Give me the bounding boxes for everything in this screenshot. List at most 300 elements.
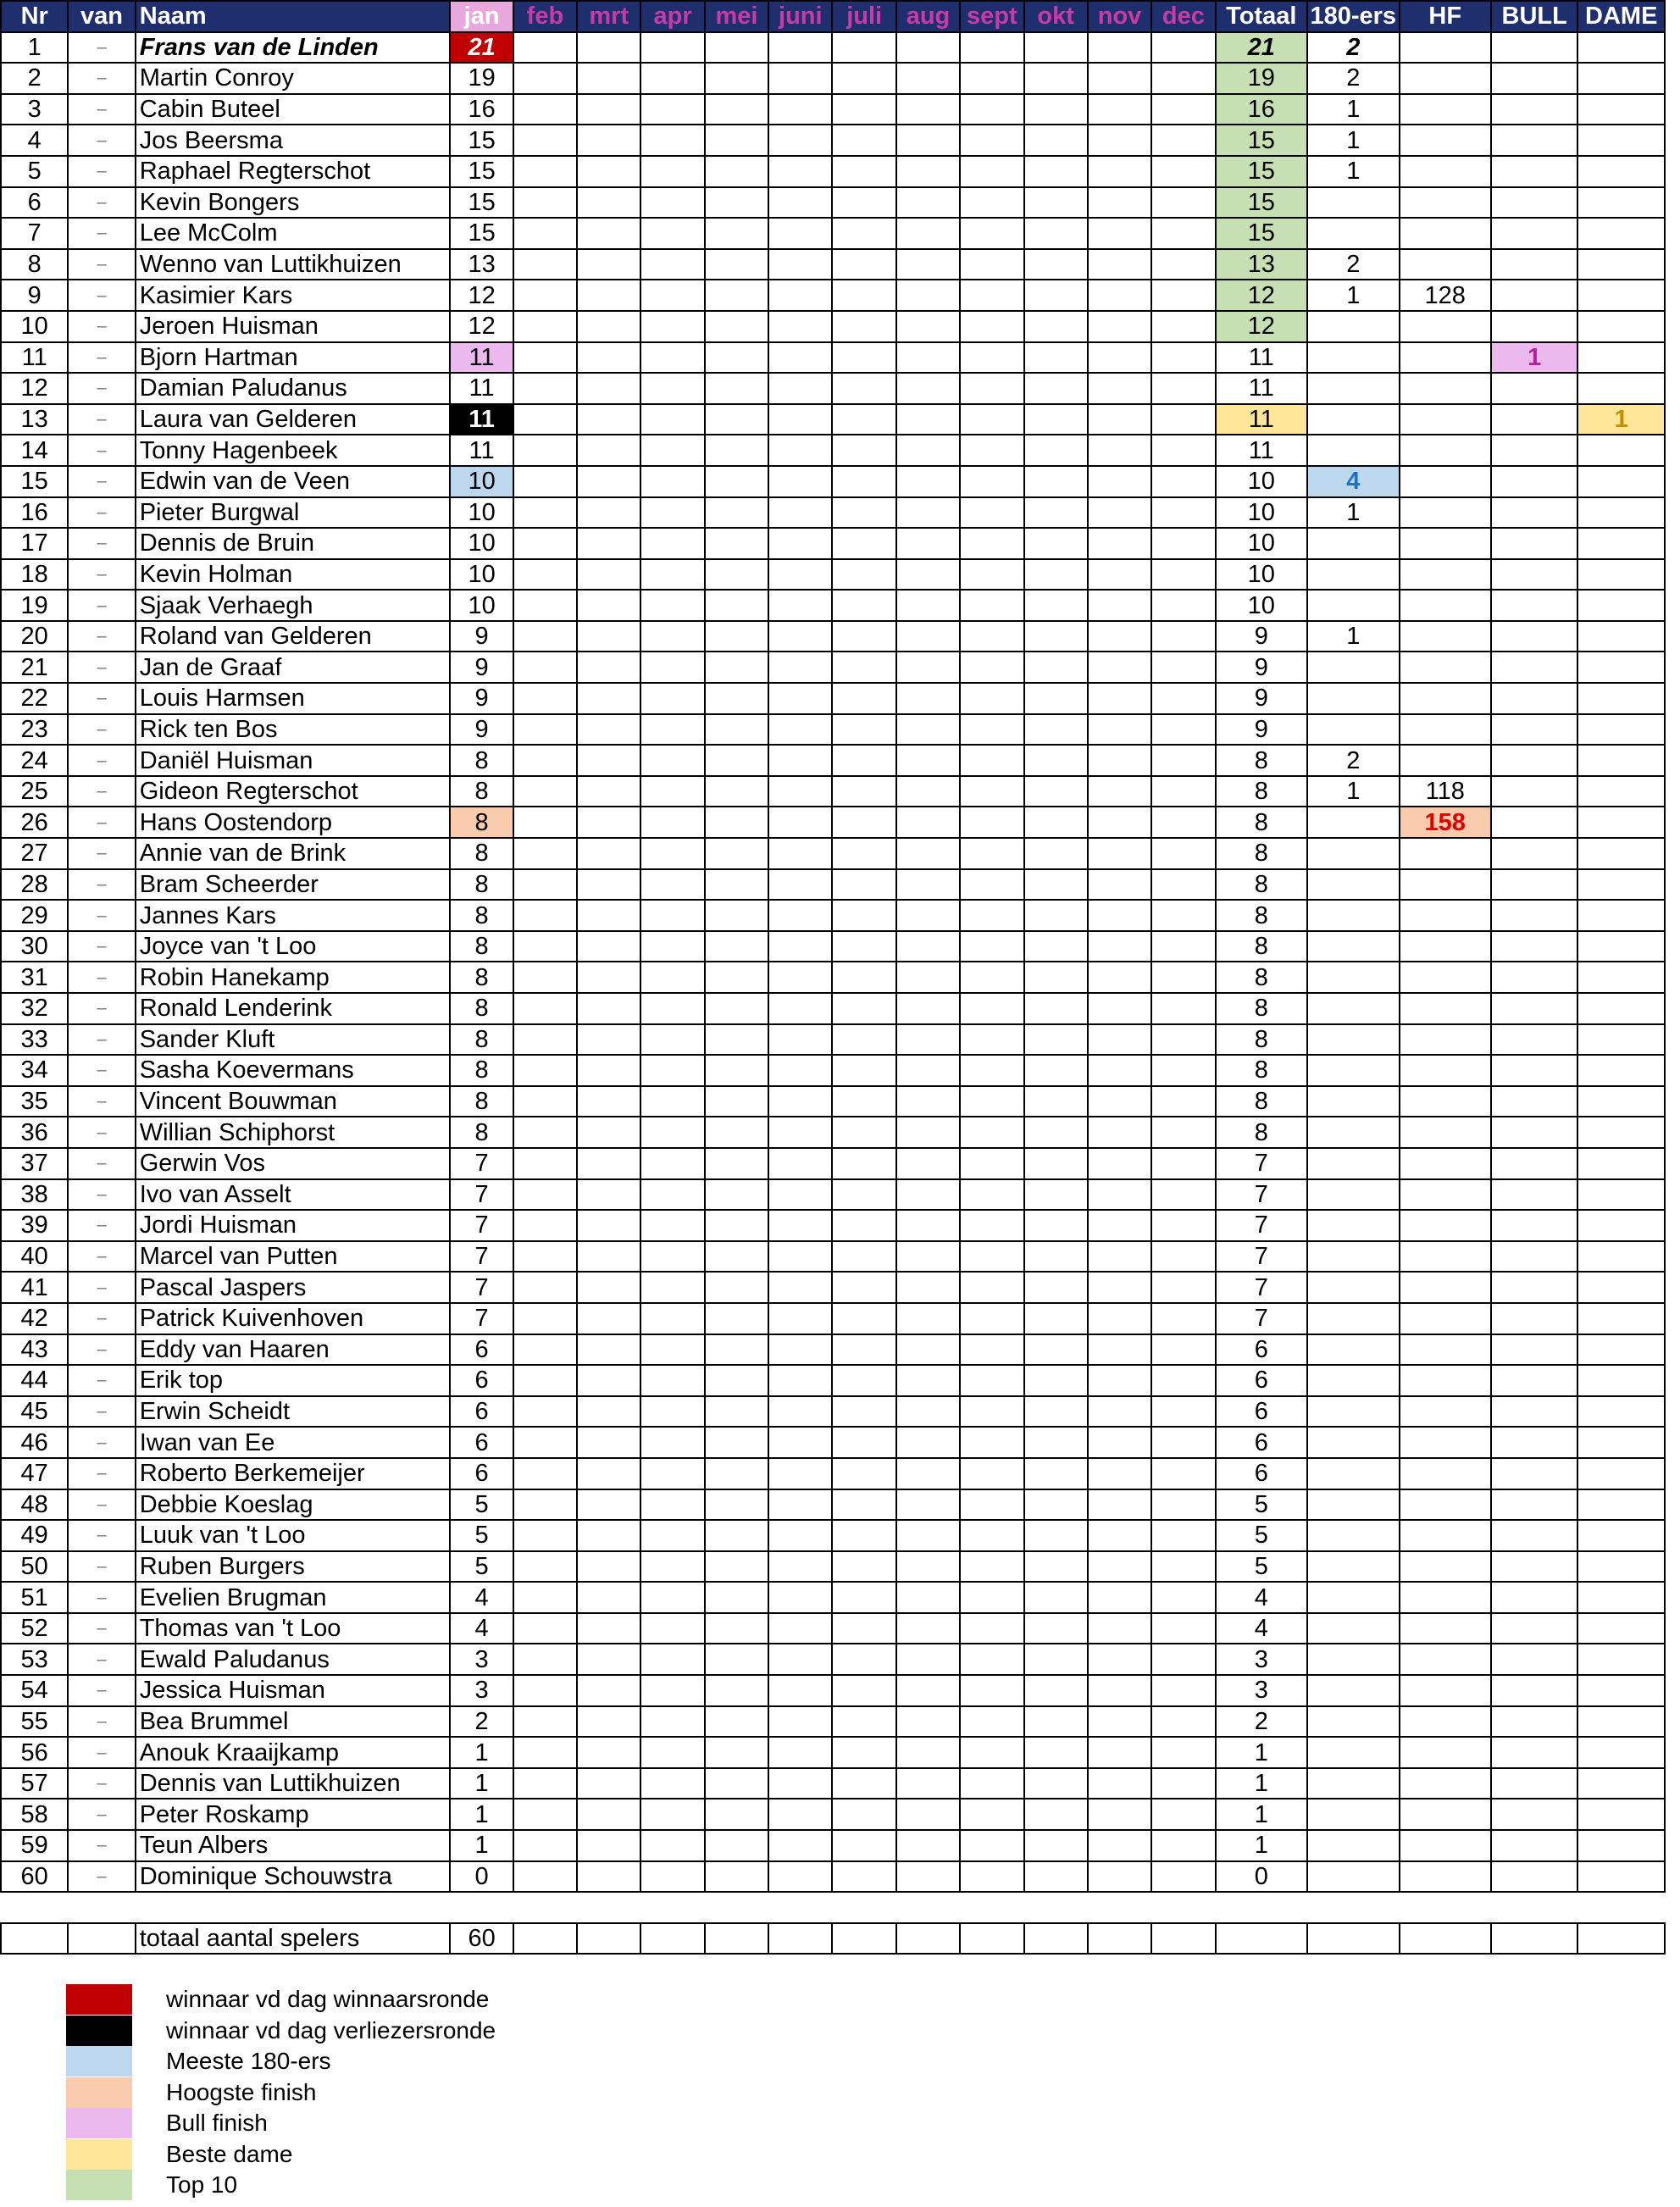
- cell-month: [768, 466, 832, 497]
- cell-month: [768, 1210, 832, 1241]
- cell-month: [960, 714, 1023, 746]
- cell-hf: [1400, 1365, 1491, 1396]
- total-empty-cell: [68, 1923, 135, 1955]
- cell-month: [513, 1241, 577, 1273]
- cell-month: [705, 1706, 768, 1738]
- cell-month: [768, 714, 832, 746]
- cell-naam: Frans van de Linden: [136, 32, 451, 64]
- cell-month: [705, 838, 768, 869]
- cell-month: [577, 590, 640, 621]
- cell-month: [896, 1303, 960, 1334]
- cell-month: [577, 125, 640, 156]
- cell-dame: [1577, 1303, 1665, 1334]
- cell-naam: Roberto Berkemeijer: [136, 1458, 451, 1489]
- cell-month: [896, 1148, 960, 1179]
- cell-month: [1151, 1551, 1215, 1583]
- cell-month: [960, 1768, 1023, 1799]
- cell-month: [640, 466, 704, 497]
- cell-month: [577, 1024, 640, 1056]
- total-empty-cell: [513, 1923, 577, 1955]
- cell-month: [768, 1179, 832, 1211]
- cell-naam: Willian Schiphorst: [136, 1117, 451, 1148]
- cell-month: [896, 1830, 960, 1861]
- cell-dame: [1577, 1551, 1665, 1583]
- header-jan: jan: [450, 1, 513, 32]
- cell-bull: [1491, 1768, 1577, 1799]
- cell-month: [1088, 993, 1151, 1024]
- cell-month: [1088, 1272, 1151, 1303]
- cell-month: [896, 1117, 960, 1148]
- cell-month: [513, 1675, 577, 1706]
- cell-nr: 1: [1, 32, 68, 64]
- cell-month: [577, 342, 640, 374]
- cell-van: –: [68, 1117, 135, 1148]
- cell-month: [832, 280, 895, 311]
- cell-month: [1088, 1334, 1151, 1366]
- cell-month: [832, 1520, 895, 1551]
- cell-month: [1024, 1768, 1088, 1799]
- cell-month: [832, 1489, 895, 1521]
- cell-hf: [1400, 1799, 1491, 1830]
- header-van: van: [68, 1, 135, 32]
- cell-naam: Pascal Jaspers: [136, 1272, 451, 1303]
- cell-totaal: 5: [1216, 1520, 1307, 1551]
- cell-month: [513, 342, 577, 374]
- cell-nr: 54: [1, 1675, 68, 1706]
- cell-month: [832, 1117, 895, 1148]
- cell-hf: [1400, 156, 1491, 187]
- cell-month: [832, 1582, 895, 1613]
- cell-month: [640, 993, 704, 1024]
- cell-naam: Erik top: [136, 1365, 451, 1396]
- table-row: [1, 559, 1665, 591]
- cell-month: [896, 1489, 960, 1521]
- cell-month: [1151, 342, 1215, 374]
- cell-month: [832, 1799, 895, 1830]
- table-row: [1, 1582, 1665, 1613]
- cell-van: –: [68, 342, 135, 374]
- cell-month: [1151, 652, 1215, 683]
- cell-nr: 28: [1, 869, 68, 901]
- table-row: [1, 1179, 1665, 1211]
- cell-dame: [1577, 1830, 1665, 1861]
- cell-month: [1024, 1644, 1088, 1675]
- cell-van: –: [68, 125, 135, 156]
- cell-nr: 52: [1, 1613, 68, 1644]
- cell-bull: [1491, 1148, 1577, 1179]
- cell-month: [1151, 373, 1215, 404]
- cell-bull: [1491, 807, 1577, 838]
- cell-totaal: 8: [1216, 869, 1307, 901]
- cell-month: [1151, 1582, 1215, 1613]
- cell-dame: [1577, 1427, 1665, 1458]
- cell-van: –: [68, 1644, 135, 1675]
- cell-hf: [1400, 1458, 1491, 1489]
- cell-month: [513, 931, 577, 962]
- cell-month: [513, 621, 577, 652]
- cell-180ers: [1307, 1489, 1399, 1521]
- cell-month: [960, 621, 1023, 652]
- cell-naam: Bea Brummel: [136, 1706, 451, 1738]
- cell-month: [896, 807, 960, 838]
- cell-dame: [1577, 1675, 1665, 1706]
- cell-month: [1151, 1768, 1215, 1799]
- cell-180ers: 4: [1307, 466, 1399, 497]
- cell-month: [1024, 1024, 1088, 1056]
- cell-nr: 7: [1, 218, 68, 249]
- cell-month: [1088, 1148, 1151, 1179]
- cell-month: [513, 1303, 577, 1334]
- cell-naam: Louis Harmsen: [136, 683, 451, 714]
- cell-month: [832, 125, 895, 156]
- cell-nr: 14: [1, 435, 68, 466]
- cell-month: [832, 1706, 895, 1738]
- table-row: [1, 187, 1665, 219]
- total-empty-cell: [705, 1923, 768, 1955]
- cell-month: [1088, 404, 1151, 435]
- cell-month: [513, 125, 577, 156]
- header-naam: Naam: [136, 1, 451, 32]
- cell-month: [1024, 187, 1088, 219]
- cell-month: [1088, 1117, 1151, 1148]
- cell-month: [896, 1520, 960, 1551]
- cell-month: [705, 1861, 768, 1893]
- cell-naam: Kevin Bongers: [136, 187, 451, 219]
- cell-month: [640, 249, 704, 280]
- cell-month: [832, 1861, 895, 1893]
- cell-month: [513, 714, 577, 746]
- cell-month: [1151, 838, 1215, 869]
- cell-month: [1024, 1799, 1088, 1830]
- cell-month: [768, 528, 832, 559]
- cell-month: [705, 1334, 768, 1366]
- cell-month: [1088, 1520, 1151, 1551]
- cell-jan: 19: [450, 63, 513, 94]
- cell-naam: Ivo van Asselt: [136, 1179, 451, 1211]
- cell-month: [1151, 1024, 1215, 1056]
- cell-month: [896, 1086, 960, 1117]
- cell-month: [1088, 187, 1151, 219]
- cell-hf: [1400, 745, 1491, 776]
- cell-month: [896, 63, 960, 94]
- cell-month: [577, 187, 640, 219]
- cell-month: [832, 1768, 895, 1799]
- cell-180ers: [1307, 1427, 1399, 1458]
- cell-totaal: 1: [1216, 1799, 1307, 1830]
- table-row: [1, 1365, 1665, 1396]
- cell-180ers: [1307, 900, 1399, 931]
- cell-month: [513, 652, 577, 683]
- cell-jan: 8: [450, 807, 513, 838]
- cell-totaal: 6: [1216, 1427, 1307, 1458]
- cell-month: [705, 962, 768, 993]
- cell-month: [768, 187, 832, 219]
- cell-bull: [1491, 1024, 1577, 1056]
- cell-month: [768, 1396, 832, 1428]
- cell-bull: [1491, 1272, 1577, 1303]
- cell-month: [705, 1117, 768, 1148]
- cell-month: [1088, 683, 1151, 714]
- cell-month: [640, 683, 704, 714]
- cell-month: [768, 621, 832, 652]
- cell-month: [960, 1272, 1023, 1303]
- cell-month: [768, 1055, 832, 1086]
- table-row: [1, 249, 1665, 280]
- cell-month: [1088, 1706, 1151, 1738]
- table-row: [1, 404, 1665, 435]
- cell-month: [832, 1396, 895, 1428]
- cell-dame: [1577, 962, 1665, 993]
- cell-month: [896, 156, 960, 187]
- cell-nr: 42: [1, 1303, 68, 1334]
- cell-month: [832, 962, 895, 993]
- cell-180ers: [1307, 1334, 1399, 1366]
- cell-month: [640, 187, 704, 219]
- header-mei: mei: [705, 1, 768, 32]
- cell-month: [577, 1210, 640, 1241]
- cell-jan: 10: [450, 590, 513, 621]
- cell-month: [768, 1861, 832, 1893]
- cell-totaal: 9: [1216, 714, 1307, 746]
- cell-month: [1024, 1334, 1088, 1366]
- table-row: [1, 63, 1665, 94]
- cell-month: [832, 311, 895, 342]
- cell-month: [832, 497, 895, 529]
- cell-month: [577, 32, 640, 64]
- cell-month: [1088, 1210, 1151, 1241]
- cell-month: [960, 1086, 1023, 1117]
- cell-van: –: [68, 1024, 135, 1056]
- cell-naam: Debbie Koeslag: [136, 1489, 451, 1521]
- cell-bull: [1491, 1644, 1577, 1675]
- cell-month: [577, 280, 640, 311]
- cell-month: [705, 1024, 768, 1056]
- cell-month: [896, 1582, 960, 1613]
- cell-bull: [1491, 63, 1577, 94]
- cell-jan: 15: [450, 156, 513, 187]
- cell-month: [513, 1613, 577, 1644]
- cell-jan: 0: [450, 1861, 513, 1893]
- cell-month: [640, 404, 704, 435]
- cell-totaal: 12: [1216, 280, 1307, 311]
- cell-dame: [1577, 1179, 1665, 1211]
- cell-month: [640, 962, 704, 993]
- cell-180ers: 1: [1307, 94, 1399, 125]
- cell-nr: 8: [1, 249, 68, 280]
- cell-naam: Sander Kluft: [136, 1024, 451, 1056]
- cell-month: [640, 1148, 704, 1179]
- cell-hf: [1400, 1024, 1491, 1056]
- cell-month: [705, 683, 768, 714]
- cell-month: [768, 342, 832, 374]
- cell-month: [577, 1396, 640, 1428]
- cell-month: [513, 776, 577, 807]
- cell-dame: [1577, 1458, 1665, 1489]
- cell-month: [513, 807, 577, 838]
- cell-month: [768, 497, 832, 529]
- cell-totaal: 8: [1216, 745, 1307, 776]
- cell-month: [960, 1365, 1023, 1396]
- cell-nr: 4: [1, 125, 68, 156]
- cell-month: [832, 652, 895, 683]
- cell-month: [1088, 1458, 1151, 1489]
- cell-bull: [1491, 1210, 1577, 1241]
- cell-month: [1151, 94, 1215, 125]
- cell-month: [1088, 249, 1151, 280]
- cell-naam: Tonny Hagenbeek: [136, 435, 451, 466]
- header-bull: BULL: [1491, 1, 1577, 32]
- cell-month: [705, 63, 768, 94]
- cell-jan: 11: [450, 404, 513, 435]
- cell-month: [640, 1861, 704, 1893]
- cell-month: [896, 1179, 960, 1211]
- cell-van: –: [68, 1675, 135, 1706]
- cell-hf: [1400, 1427, 1491, 1458]
- cell-month: [1088, 1861, 1151, 1893]
- total-empty-cell: [1088, 1923, 1151, 1955]
- cell-month: [768, 652, 832, 683]
- legend-swatch: [66, 2170, 132, 2200]
- cell-jan: 8: [450, 776, 513, 807]
- cell-month: [640, 559, 704, 591]
- cell-month: [513, 900, 577, 931]
- table-row: [1, 1551, 1665, 1583]
- cell-nr: 3: [1, 94, 68, 125]
- legend-label: winnaar vd dag winnaarsronde: [166, 1986, 490, 2012]
- cell-180ers: [1307, 1055, 1399, 1086]
- cell-van: –: [68, 435, 135, 466]
- cell-month: [1151, 807, 1215, 838]
- cell-month: [640, 373, 704, 404]
- cell-month: [705, 218, 768, 249]
- cell-nr: 15: [1, 466, 68, 497]
- cell-naam: Raphael Regterschot: [136, 156, 451, 187]
- cell-month: [1024, 1489, 1088, 1521]
- cell-month: [1024, 311, 1088, 342]
- cell-jan: 9: [450, 683, 513, 714]
- cell-month: [896, 559, 960, 591]
- cell-van: –: [68, 1861, 135, 1893]
- cell-month: [960, 249, 1023, 280]
- cell-nr: 39: [1, 1210, 68, 1241]
- cell-dame: [1577, 1396, 1665, 1428]
- cell-month: [768, 559, 832, 591]
- cell-month: [768, 1427, 832, 1458]
- cell-hf: [1400, 714, 1491, 746]
- cell-dame: [1577, 1210, 1665, 1241]
- cell-van: –: [68, 497, 135, 529]
- cell-month: [1088, 776, 1151, 807]
- cell-month: [896, 342, 960, 374]
- table-row: [1, 1334, 1665, 1366]
- cell-month: [705, 435, 768, 466]
- cell-hf: [1400, 311, 1491, 342]
- cell-month: [1151, 1737, 1215, 1768]
- cell-month: [640, 435, 704, 466]
- cell-van: –: [68, 683, 135, 714]
- cell-month: [513, 590, 577, 621]
- cell-month: [896, 528, 960, 559]
- cell-naam: Dennis van Luttikhuizen: [136, 1768, 451, 1799]
- cell-month: [513, 1117, 577, 1148]
- cell-month: [640, 125, 704, 156]
- cell-hf: [1400, 187, 1491, 219]
- cell-month: [832, 466, 895, 497]
- cell-month: [640, 838, 704, 869]
- cell-van: –: [68, 218, 135, 249]
- cell-month: [1024, 1706, 1088, 1738]
- cell-month: [577, 1241, 640, 1273]
- cell-month: [960, 590, 1023, 621]
- cell-bull: [1491, 1427, 1577, 1458]
- cell-180ers: [1307, 435, 1399, 466]
- cell-month: [1088, 1396, 1151, 1428]
- cell-month: [640, 1830, 704, 1861]
- cell-month: [1024, 745, 1088, 776]
- cell-month: [1088, 156, 1151, 187]
- cell-month: [1024, 962, 1088, 993]
- header-nr: Nr: [1, 1, 68, 32]
- table-row: [1, 714, 1665, 746]
- cell-180ers: [1307, 652, 1399, 683]
- cell-month: [1088, 714, 1151, 746]
- cell-month: [832, 559, 895, 591]
- cell-month: [896, 900, 960, 931]
- cell-month: [1088, 590, 1151, 621]
- cell-month: [1024, 1148, 1088, 1179]
- cell-month: [960, 1458, 1023, 1489]
- cell-month: [960, 1303, 1023, 1334]
- cell-totaal: 7: [1216, 1241, 1307, 1273]
- cell-bull: [1491, 714, 1577, 746]
- cell-month: [513, 1582, 577, 1613]
- cell-van: –: [68, 1613, 135, 1644]
- legend-swatch: [66, 2046, 132, 2077]
- cell-month: [1151, 590, 1215, 621]
- cell-180ers: 1: [1307, 497, 1399, 529]
- cell-month: [577, 404, 640, 435]
- cell-month: [577, 683, 640, 714]
- cell-totaal: 10: [1216, 528, 1307, 559]
- cell-van: –: [68, 1365, 135, 1396]
- cell-hf: [1400, 1055, 1491, 1086]
- cell-jan: 21: [450, 32, 513, 64]
- cell-month: [832, 1551, 895, 1583]
- cell-180ers: [1307, 931, 1399, 962]
- cell-month: [577, 528, 640, 559]
- cell-month: [640, 528, 704, 559]
- table-row: [1, 1706, 1665, 1738]
- cell-month: [640, 1024, 704, 1056]
- table-row: [1, 1613, 1665, 1644]
- cell-dame: [1577, 1148, 1665, 1179]
- cell-nr: 38: [1, 1179, 68, 1211]
- cell-jan: 7: [450, 1179, 513, 1211]
- cell-totaal: 11: [1216, 373, 1307, 404]
- cell-month: [768, 590, 832, 621]
- table-row: [1, 1148, 1665, 1179]
- table-row: [1, 1799, 1665, 1830]
- cell-dame: [1577, 280, 1665, 311]
- cell-month: [1024, 249, 1088, 280]
- cell-180ers: [1307, 1675, 1399, 1706]
- cell-hf: [1400, 931, 1491, 962]
- cell-nr: 9: [1, 280, 68, 311]
- cell-totaal: 0: [1216, 1861, 1307, 1893]
- cell-bull: [1491, 1055, 1577, 1086]
- cell-dame: [1577, 1861, 1665, 1893]
- cell-month: [1088, 1179, 1151, 1211]
